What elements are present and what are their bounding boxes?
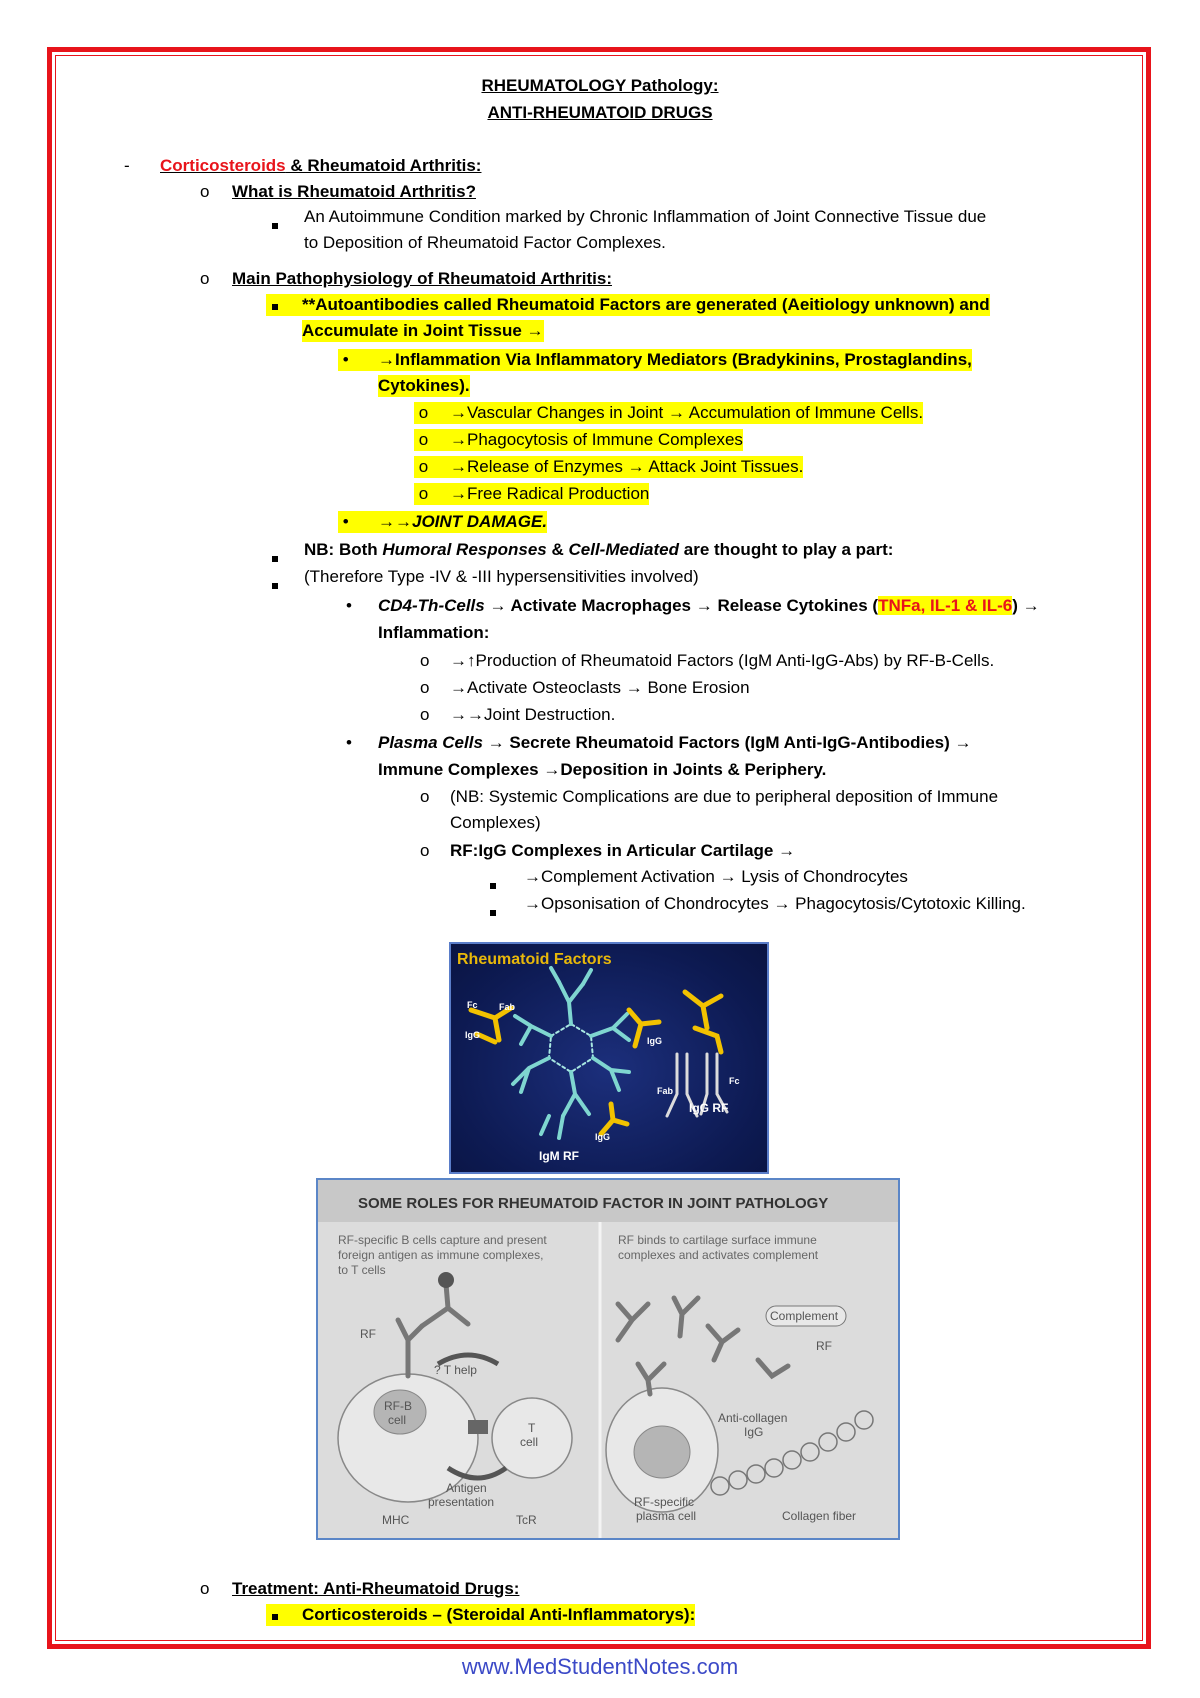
bullet-o: o	[420, 705, 430, 724]
rf-sub-2: →Opsonisation of Chondrocytes → Phagocytosis/Cytotoxic Killing.	[524, 894, 1026, 913]
plasma-line-1	[378, 732, 972, 754]
fig2-rfb-2: cell	[388, 1413, 407, 1427]
joint-damage: →→JOINT DAMAGE.	[378, 512, 548, 531]
doc-title-line2: ANTI-RHEUMATOID DRUGS	[487, 103, 713, 122]
cd4-sub-2: →Activate Osteoclasts → Bone Erosion	[450, 678, 750, 697]
bullet-o: o	[200, 269, 210, 288]
bullet-o: o	[200, 1579, 210, 1598]
fig1-igg-3: IgG	[595, 1132, 610, 1142]
fig2-rf-2: RF	[816, 1339, 832, 1353]
joint-pathology-diagram	[318, 1180, 898, 1538]
antibody-illustration	[451, 944, 767, 1172]
cd4-b: → Activate Macrophages → Release Cytokines (	[484, 596, 879, 615]
rheumatoid-factors-figure	[449, 942, 769, 1174]
section-heading	[160, 155, 481, 177]
cd4-cells: CD4-Th-Cells	[378, 596, 485, 615]
inflam-sub-1: →Vascular Changes in Joint → Accumulation of Immune Cells.	[450, 403, 924, 422]
cd4-sub-3: →→Joint Destruction.	[450, 705, 616, 724]
plasma-nb-1: (NB: Systemic Complications are due to peripheral deposition of Immune	[450, 787, 999, 806]
bullet-square	[272, 573, 278, 595]
cd4-sub-1: →↑Production of Rheumatoid Factors (IgM Anti-IgG-Abs) by RF-B-Cells.	[450, 651, 995, 670]
fig2-left-caption-2: foreign antigen as immune complexes,	[338, 1248, 544, 1262]
rf-igg-line: RF:IgG Complexes in Articular Cartilage →	[450, 841, 796, 860]
plasma-nb-2: Complexes)	[450, 813, 541, 832]
fig1-igg: IgG	[465, 1030, 480, 1040]
inflam-sub-4: →Free Radical Production	[450, 484, 650, 503]
fig2-rf-specific-2: plasma cell	[636, 1509, 697, 1523]
question-pathophysiology: Main Pathophysiology of Rheumatoid Arthritis:	[232, 269, 612, 288]
fig1-fab: Fab	[499, 1002, 516, 1012]
bullet-o: o	[420, 841, 430, 860]
inflammation-line-1: →Inflammation Via Inflammatory Mediators (Bradykinins, Prostaglandins,	[378, 350, 972, 369]
fig2-rf-specific-1: RF-specific	[634, 1495, 695, 1509]
bullet-o-hl: o	[414, 456, 450, 478]
doc-title-line1: RHEUMATOLOGY Pathology:	[481, 76, 719, 95]
nb-line	[304, 539, 893, 561]
bullet-o-hl: o	[414, 429, 450, 451]
bullet-dot: •	[346, 733, 352, 752]
bullet-square	[490, 873, 496, 895]
plasma-line-2: Immune Complexes →Deposition in Joints & Periphery.	[378, 760, 827, 779]
rf-joint-pathology-figure	[316, 1178, 900, 1540]
bullet-square	[272, 213, 278, 235]
fig2-right-caption-2: complexes and activates complement	[618, 1248, 819, 1262]
fig2-anti-collagen-1: Anti-collagen	[718, 1411, 788, 1425]
section-heading-rest: & Rheumatoid Arthritis:	[285, 156, 482, 175]
bullet-dot-hl: •	[338, 511, 378, 533]
fig1-igg-rf: IgG RF	[689, 1101, 729, 1115]
section-dash: -	[124, 156, 130, 175]
bullet-dot-hl: •	[338, 349, 378, 371]
answer-line-2: to Deposition of Rheumatoid Factor Complexes.	[304, 233, 666, 252]
bullet-o-hl: o	[414, 402, 450, 424]
bullet-o-hl: o	[414, 483, 450, 505]
bullet-o: o	[420, 651, 430, 670]
fig2-right-caption-1: RF binds to cartilage surface immune	[618, 1233, 817, 1247]
plasma-b: → Secrete Rheumatoid Factors (IgM Anti-IgG-Antibodies) →	[482, 733, 972, 752]
footer-url[interactable]: www.MedStudentNotes.com	[461, 1654, 739, 1679]
fig2-mhc: MHC	[382, 1513, 410, 1527]
inflam-sub-2: →Phagocytosis of Immune Complexes	[450, 430, 743, 449]
fig1-igm-rf: IgM RF	[539, 1149, 579, 1163]
bullet-square-hl	[266, 294, 302, 316]
patho-line-1: **Autoantibodies called Rheumatoid Factors are generated (Aeitiology unknown) and	[302, 295, 990, 314]
cd4-c: ) →	[1012, 596, 1040, 615]
fig1-fc-2: Fc	[729, 1076, 740, 1086]
fig2-left-caption-3: to T cells	[338, 1263, 386, 1277]
fig1-title: Rheumatoid Factors	[457, 951, 612, 968]
therefore-line: (Therefore Type -IV & -III hypersensitivities involved)	[304, 567, 699, 586]
fig1-fc: Fc	[467, 1000, 478, 1010]
nb-cell-mediated: Cell-Mediated	[568, 540, 680, 559]
cytokines-list: TNFa, IL-1 & IL-6	[878, 596, 1013, 615]
question-what-is-ra: What is Rheumatoid Arthritis?	[232, 182, 476, 201]
patho-line-2: Accumulate in Joint Tissue →	[302, 321, 544, 340]
fig1-igg-2: IgG	[647, 1036, 662, 1046]
fig2-collagen: Collagen fiber	[782, 1509, 857, 1523]
fig2-rfb-1: RF-B	[384, 1399, 412, 1413]
fig2-left-caption-1: RF-specific B cells capture and present	[338, 1233, 547, 1247]
bullet-square	[490, 900, 496, 922]
fig2-tcr: TcR	[516, 1513, 537, 1527]
inflammation-line-2: Cytokines).	[378, 376, 470, 395]
bullet-square-hl	[266, 1604, 302, 1626]
treatment-heading: Treatment: Anti-Rheumatoid Drugs:	[232, 1579, 520, 1598]
fig1-fab-2: Fab	[657, 1086, 674, 1096]
fig2-antigen-2: presentation	[428, 1495, 495, 1509]
nb-humoral: Humoral Responses	[382, 540, 547, 559]
cd4-line-1	[378, 595, 1040, 617]
fig2-rf: RF	[360, 1327, 376, 1341]
fig2-t-help: ? T help	[434, 1363, 477, 1377]
bullet-o: o	[200, 182, 210, 201]
bullet-o: o	[420, 787, 430, 806]
section-heading-red: Corticosteroids	[160, 156, 286, 175]
fig2-anti-collagen-2: IgG	[744, 1425, 764, 1439]
nb-a: NB: Both	[304, 540, 383, 559]
bullet-dot: •	[346, 596, 352, 615]
rf-sub-1: →Complement Activation → Lysis of Chondrocytes	[524, 867, 908, 886]
inflam-sub-3: →Release of Enzymes → Attack Joint Tissues.	[450, 457, 804, 476]
fig2-title: SOME ROLES FOR RHEUMATOID FACTOR IN JOINT PATHOLOGY	[358, 1195, 829, 1212]
cd4-line-2: Inflammation:	[378, 623, 490, 642]
bullet-o: o	[420, 678, 430, 697]
fig2-t-2: cell	[520, 1435, 539, 1449]
corticosteroids-item: Corticosteroids – (Steroidal Anti-Inflammatorys):	[302, 1605, 696, 1624]
nb-e: are thought to play a part:	[679, 540, 894, 559]
nb-c: &	[546, 540, 569, 559]
fig2-antigen-1: Antigen	[446, 1481, 487, 1495]
fig2-t-1: T	[528, 1421, 536, 1435]
plasma-cells: Plasma Cells	[378, 733, 483, 752]
bullet-square	[272, 546, 278, 568]
answer-line-1: An Autoimmune Condition marked by Chronic Inflammation of Joint Connective Tissue due	[304, 207, 987, 226]
fig2-complement: Complement	[770, 1309, 839, 1323]
